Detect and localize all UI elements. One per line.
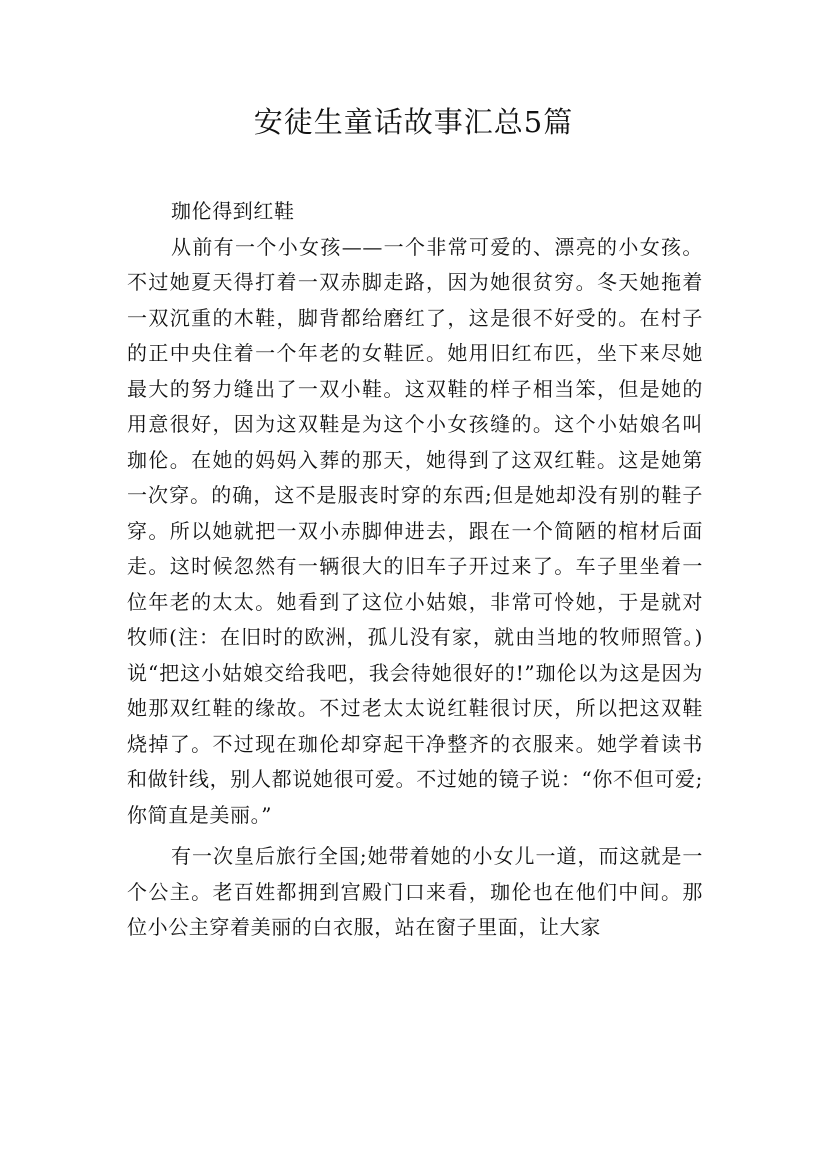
section-title: 珈伦得到红鞋	[171, 199, 295, 223]
paragraph: 有一次皇后旅行全国;她带着她的小女儿一道，而这就是一个公主。老百姓都拥到宫殿门口来看，珈伦也在他们中间。那位小公主穿着美丽的白衣服，站在窗子里面，让大家	[127, 844, 703, 939]
paragraph: 从前有一个小女孩——一个非常可爱的、漂亮的小女孩。不过她夏天得打着一双赤脚走路，因为她很贫穷。冬天她拖着一双沉重的木鞋，脚背都给磨红了，这是很不好受的。在村子的正中央住着一个年老的女鞋匠。她用旧红布匹，坐下来尽她最大的努力缝出了一双小鞋。这双鞋的样子相当笨，但是她的用意很好，因为这双鞋是为这个小女孩缝的。这个小姑娘名叫珈伦。在她的妈妈入葬的那天，她得到了这双红鞋。这是她第一次穿。的确，这不是服丧时穿的东西;但是她却没有别的鞋子穿。所以她就把一双小赤脚伸进去，跟在一个简陋的棺材后面走。这时候忽然有一辆很大的旧车子开过来了。车子里坐着一位年老的太太。她看到了这位小姑娘，非常可怜她，于是就对牧师(注：在旧时的欧洲，孤儿没有家，就由当地的牧师照管。)说“把这小姑娘交给我吧，我会待她很好的!”珈伦以为这是因为她那双红鞋的缘故。不过老太太说红鞋很讨厌，所以把这双鞋烧掉了。不过现在珈伦却穿起干净整齐的衣服来。她学着读书和做针线，别人都说她很可爱。不过她的镜子说：“你不但可爱;你简直是美丽。”	[127, 234, 703, 827]
document-body	[127, 194, 703, 946]
document-title: 安徒生童话故事汇总5篇	[253, 105, 574, 139]
